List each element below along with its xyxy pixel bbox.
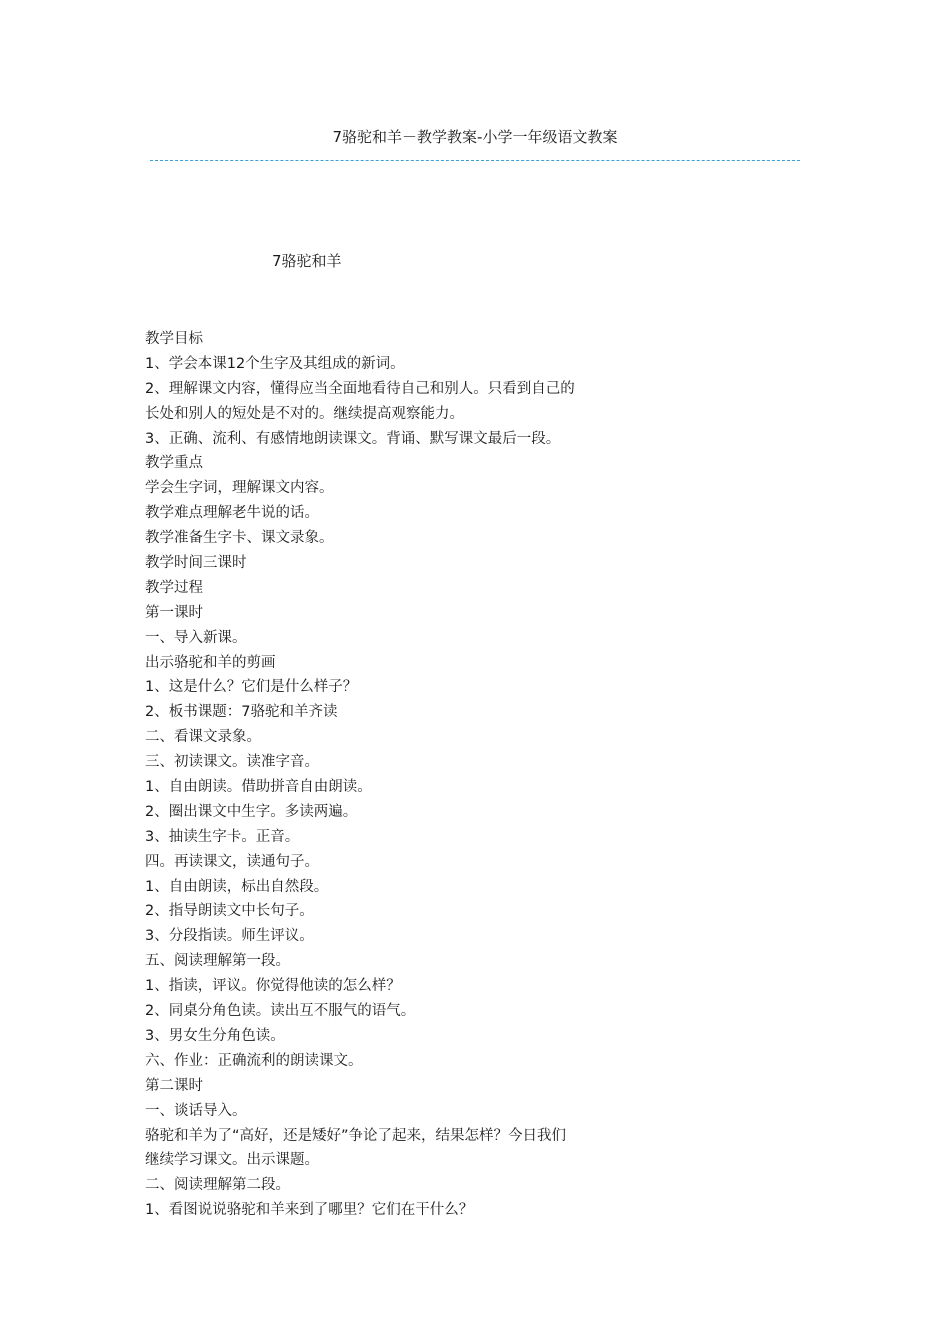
document-title: 7骆驼和羊 (272, 252, 342, 270)
body-line: 第一课时 (145, 604, 203, 621)
body-line: 教学过程 (145, 579, 203, 596)
body-line: 继续学习课文。出示课题。 (145, 1152, 319, 1169)
body-line: 四。再读课文，读通句子。 (145, 853, 319, 870)
body-line: 2、理解课文内容，懂得应当全面地看待自己和别人。只看到自己的 (145, 380, 575, 397)
body-line: 五、阅读理解第一段。 (145, 953, 290, 970)
page-header-title: 7骆驼和羊－教学教案-小学一年级语文教案 (332, 128, 618, 146)
document-body (145, 327, 705, 1223)
body-line: 3、男女生分角色读。 (145, 1027, 285, 1044)
body-line: 二、看课文录象。 (145, 729, 261, 746)
body-line: 2、指导朗读文中长句子。 (145, 903, 314, 920)
body-line: 2、板书课题：7骆驼和羊齐读 (145, 704, 338, 721)
body-line: 1、这是什么？它们是什么样子？ (145, 679, 358, 696)
body-line: 1、学会本课12个生字及其组成的新词。 (145, 355, 405, 372)
body-line: 第二课时 (145, 1077, 203, 1094)
body-line: 骆驼和羊为了“高好，还是矮好”争论了起来，结果怎样？今日我们 (145, 1127, 567, 1144)
body-line: 3、正确、流利、有感情地朗读课文。背诵、默写课文最后一段。 (145, 430, 561, 447)
body-line: 长处和别人的短处是不对的。继续提高观察能力。 (145, 405, 464, 422)
body-line: 1、指读，评议。你觉得他读的怎么样？ (145, 978, 401, 995)
body-line: 一、导入新课。 (145, 629, 247, 646)
body-line: 1、自由朗读。借助拼音自由朗读。 (145, 779, 372, 796)
body-line: 教学目标 (145, 331, 203, 347)
body-line: 三、初读课文。读准字音。 (145, 754, 319, 771)
body-line: 教学时间三课时 (145, 555, 247, 572)
body-line: 教学难点理解老牛说的话。 (145, 505, 319, 522)
body-line: 1、自由朗读，标出自然段。 (145, 878, 329, 895)
body-line: 出示骆驼和羊的剪画 (145, 654, 276, 671)
body-line: 学会生字词，理解课文内容。 (145, 480, 334, 497)
body-line: 3、抽读生字卡。正音。 (145, 828, 300, 845)
body-line: 教学准备生字卡、课文录象。 (145, 530, 334, 547)
header-divider (150, 160, 800, 161)
body-line: 2、圈出课文中生字。多读两遍。 (145, 803, 358, 820)
body-line: 教学重点 (145, 455, 203, 472)
body-line: 2、同桌分角色读。读出互不服气的语气。 (145, 1003, 416, 1020)
body-line: 3、分段指读。师生评议。 (145, 928, 314, 945)
body-line: 二、阅读理解第二段。 (145, 1177, 290, 1194)
body-line: 一、谈话导入。 (145, 1102, 247, 1119)
body-line: 六、作业：正确流利的朗读课文。 (145, 1052, 363, 1069)
body-line: 1、看图说说骆驼和羊来到了哪里？它们在干什么？ (145, 1202, 474, 1219)
